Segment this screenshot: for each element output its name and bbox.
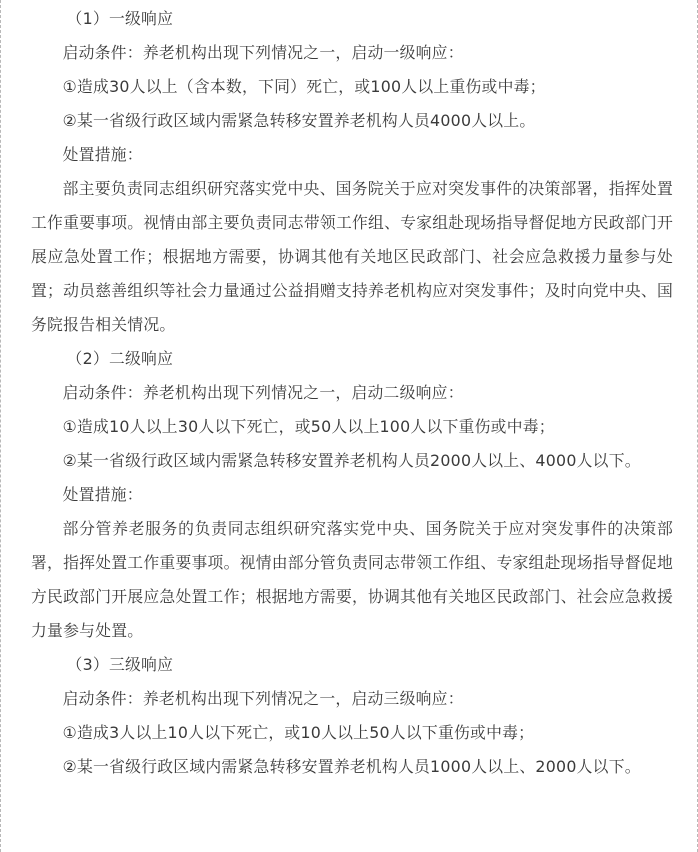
measures-label: 处置措施：	[62, 485, 143, 504]
section-title-level-1: （1）一级响应	[66, 9, 174, 28]
condition-item: ②某一省级行政区域内需紧急转移安置养老机构人员2000人以上、4000人以下。	[62, 451, 641, 470]
condition-item: ①造成10人以上30人以下死亡，或50人以上100人以下重伤或中毒；	[62, 417, 555, 436]
measures-text-level-1: 部主要负责同志组织研究落实党中央、国务院关于应对突发事件的决策部署，指挥处置工作重要事项。视情由部主要负责同志带领工作组、专家组赴现场指导督促地方民政部门开展应急处置工作；根据地方需要，协调其他有关地区民政部门、社会应急救援力量参与处置；动员慈善组织等社会力量通过公益捐赠支持养老机构应对突发事件；及时向党中央、国务院报告相关情况。	[31, 179, 673, 334]
start-condition-level-1: 启动条件：养老机构出现下列情况之一，启动一级响应：	[62, 43, 464, 62]
start-condition-level-2: 启动条件：养老机构出现下列情况之一，启动二级响应：	[62, 383, 464, 402]
condition-item: ①造成30人以上（含本数，下同）死亡，或100人以上重伤或中毒；	[62, 77, 546, 96]
section-title-level-3: （3）三级响应	[66, 655, 174, 674]
condition-item: ①造成3人以上10人以下死亡，或10人以上50人以下重伤或中毒；	[62, 723, 535, 742]
section-title-level-2: （2）二级响应	[66, 349, 174, 368]
condition-item: ②某一省级行政区域内需紧急转移安置养老机构人员1000人以上、2000人以下。	[62, 757, 641, 776]
condition-item: ②某一省级行政区域内需紧急转移安置养老机构人员4000人以上。	[62, 111, 536, 130]
start-condition-level-3: 启动条件：养老机构出现下列情况之一，启动三级响应：	[62, 689, 464, 708]
measures-text-level-2: 部分管养老服务的负责同志组织研究落实党中央、国务院关于应对突发事件的决策部署，指挥处置工作重要事项。视情由部分管负责同志带领工作组、专家组赴现场指导督促地方民政部门开展应急处置工作；根据地方需要，协调其他有关地区民政部门、社会应急救援力量参与处置。	[31, 519, 673, 640]
measures-label: 处置措施：	[62, 145, 143, 164]
document-content	[31, 2, 673, 784]
